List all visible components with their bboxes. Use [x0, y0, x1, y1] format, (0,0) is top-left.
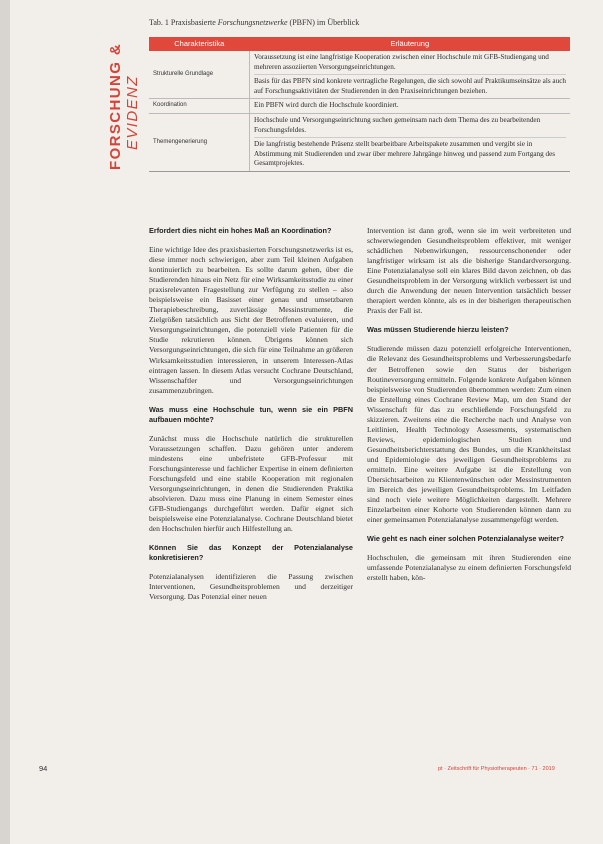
overview-table — [149, 37, 570, 172]
answer-paragraph: Potenzialanalysen identifizieren die Passung zwischen Interventionen, Gesundheitsproblemen und derzeitiger Versorgung. Das Potenzial einer neuen — [149, 572, 353, 602]
question-heading: Können Sie das Konzept der Potenzialanalyse konkretisieren? — [149, 543, 353, 563]
question-heading: Was muss eine Hochschule tun, wenn sie ein PBFN aufbauen möchte? — [149, 404, 353, 424]
page-number: 94 — [39, 764, 48, 773]
row-explanation: Voraussetzung ist eine langfristige Kooperation zwischen einer Hochschule mit GFB-Studiengang und mehreren assoziierten Versorgungseinrichtungen. Basis für das PBFN sind konkrete vertragliche Regelungen, die sich sowohl auf Praktikumseinsätze als auch auf Forschungsaktivitäten der Studierenden in den Praxiseinrichtungen beziehen. — [250, 51, 571, 99]
answer-paragraph: Studierende müssen dazu potenziell erfolgreiche Interventionen, die Relevanz des Gesundheitsproblems und Verbesserungsbedarfe der Betroffenen sowie den Status der bisherigen Routineversorgung ermitteln. Folgende konkrete Aufgaben können beispielsweise von Studierenden übernommen werden: Zum einen die Erstellung eines Cochrane Review Map, um den Stand der Wissenschaft für das zu erschließende Forschungsfeld zu skizzieren. Zweitens eine die Recherche nach und Analyse von Leitlinien, Health Technology Assessments, systematischen Reviews, epidemiologischen Studien und Gesundheitsberichterstattung des Bundes, um die Krankheitslast und Epidemiologie des jeweiligen Gesundheitsproblems zu ermitteln. Eine weitere Aufgabe ist die Erstellung von Übersichtsarbeiten zu Klientenwünschen oder Messinstrumenten im Bereich des jeweiligen Gesundheitsproblems. Im Leitfaden sind noch viele weitere Möglichkeiten dargestellt. Mehrere Einzelarbeiten einer Kohorte von Studierenden können dann zu einer gemeinsamen Potenzialanalyse zusammengefügt werden. — [367, 344, 571, 525]
section-label-line2: EVIDENZ — [124, 75, 141, 150]
text-column-right — [367, 226, 571, 592]
table-header-row — [149, 37, 570, 51]
table-row — [149, 113, 570, 171]
section-label-line1: FORSCHUNG & — [107, 42, 124, 170]
question-heading: Erfordert dies nicht ein hohes Maß an Koordination? — [149, 226, 332, 235]
row-label: Strukturelle Grundlage — [153, 70, 214, 77]
answer-paragraph: Intervention ist dann groß, wenn sie im weit verbreiteten und schwerwiegenden Gesundheitsproblem effektiver, mit weniger schädlichen Nebenwirkungen, ressourcenschonender oder langfristiger wirksam ist als die bisherige Standardversorgung. Eine Potenzialanalyse soll ein klares Bild davon zeichnen, ob das Gesundheitsproblem in der Versorgung wirklich verbessert ist und durch die Anwendung der neuen Intervention tatsächlich besser therapiert werden könnte, als es in der bisherigen therapeutischen Praxis der Fall ist. — [367, 226, 571, 316]
table-caption: Tab. 1 Praxisbasierte Forschungsnetzwerke (PBFN) im Überblick — [149, 18, 360, 27]
answer-paragraph: Hochschulen, die gemeinsam mit ihren Studierenden eine umfassende Potenzialanalyse zu einem definierten Forschungsfeld erstellt haben, kön- — [367, 553, 571, 583]
table-row — [149, 51, 570, 99]
journal-footer: pt · Zeitschrift für Physiotherapeuten · 71 · 2019 — [438, 766, 555, 772]
table-row — [149, 99, 570, 114]
row-explanation: Hochschule und Versorgungseinrichtung suchen gemeinsam nach dem Thema des zu bearbeitenden Forschungsfeldes. Die langfristig bestehende Präsenz stellt bearbeitbare Arbeitspakete zusammen und vergibt sie in Abstimmung mit Studierenden und zwar über mehrere Jahrgänge hinweg und passend zum Fortgang des Gesamtprojektes. — [250, 113, 571, 171]
text-column-left — [149, 226, 353, 611]
column-header: Erläuterung — [250, 37, 571, 51]
question-heading: Wie geht es nach einer solchen Potenzialanalyse weiter? — [367, 534, 565, 544]
row-explanation: Ein PBFN wird durch die Hochschule koordiniert. — [250, 99, 571, 114]
answer-paragraph: Zunächst muss die Hochschule natürlich die strukturellen Voraussetzungen schaffen. Dazu gehören unter anderem mindestens eine unbefristete GFB-Professur mit Forschungsinteresse und fachlicher Expertise in einem definierten Forschungsfeld und eine stabile Kooperation mit regionalen Versorgungseinrichtungen, in denen die Studierenden Praktika absolvieren. Dazu muss eine Planung in einem Semester eines GFB-Studiengangs durchgeführt werden. Dafür eignet sich beispielsweise eine Potenzialanalyse. Cochrane Deutschland bietet den Hochschulen hierfür auch Hilfestellung an. — [149, 433, 353, 534]
column-header: Charakteristika — [149, 37, 250, 51]
answer-paragraph: Eine wichtige Idee des praxisbasierten Forschungsnetzwerks ist es, diese immer noch schwierigen, aber zum Teil kleinen Aufgaben kontinuierlich zu bearbeiten. Es sollte darum gehen, über die Studierenden hinaus ein Netz für eine Wirksamkeitsstudie zu einer praxisrelevanten Fragestellung zur Verfügung zu stellen – also beispielsweise ein Basisset einer genau und umsetzbaren Therapiebeschreibung, zuverlässige Messinstrumente, die Zielgrößen tatsächlich aus Sicht der Betroffenen evaluieren, und Versorgungseinrichtungen, die potenziell viele Patienten für die Studie rekrutieren können. Übrigens können sich Versorgungseinrichtungen, die sich für eine Teilnahme an größeren Wirksamkeitsstudien interessieren, in unserem Interessen-Atlas eintragen lassen. In diesem Atlas versucht Cochrane Deutschland, Wissenschaftler und Versorgungseinrichtungen zusammenzubringen. — [149, 245, 353, 395]
row-label: Themengenerierung — [149, 113, 250, 171]
question-heading: Was müssen Studierende hierzu leisten? — [367, 325, 509, 335]
section-label — [107, 22, 141, 172]
row-label: Koordination — [149, 99, 250, 114]
